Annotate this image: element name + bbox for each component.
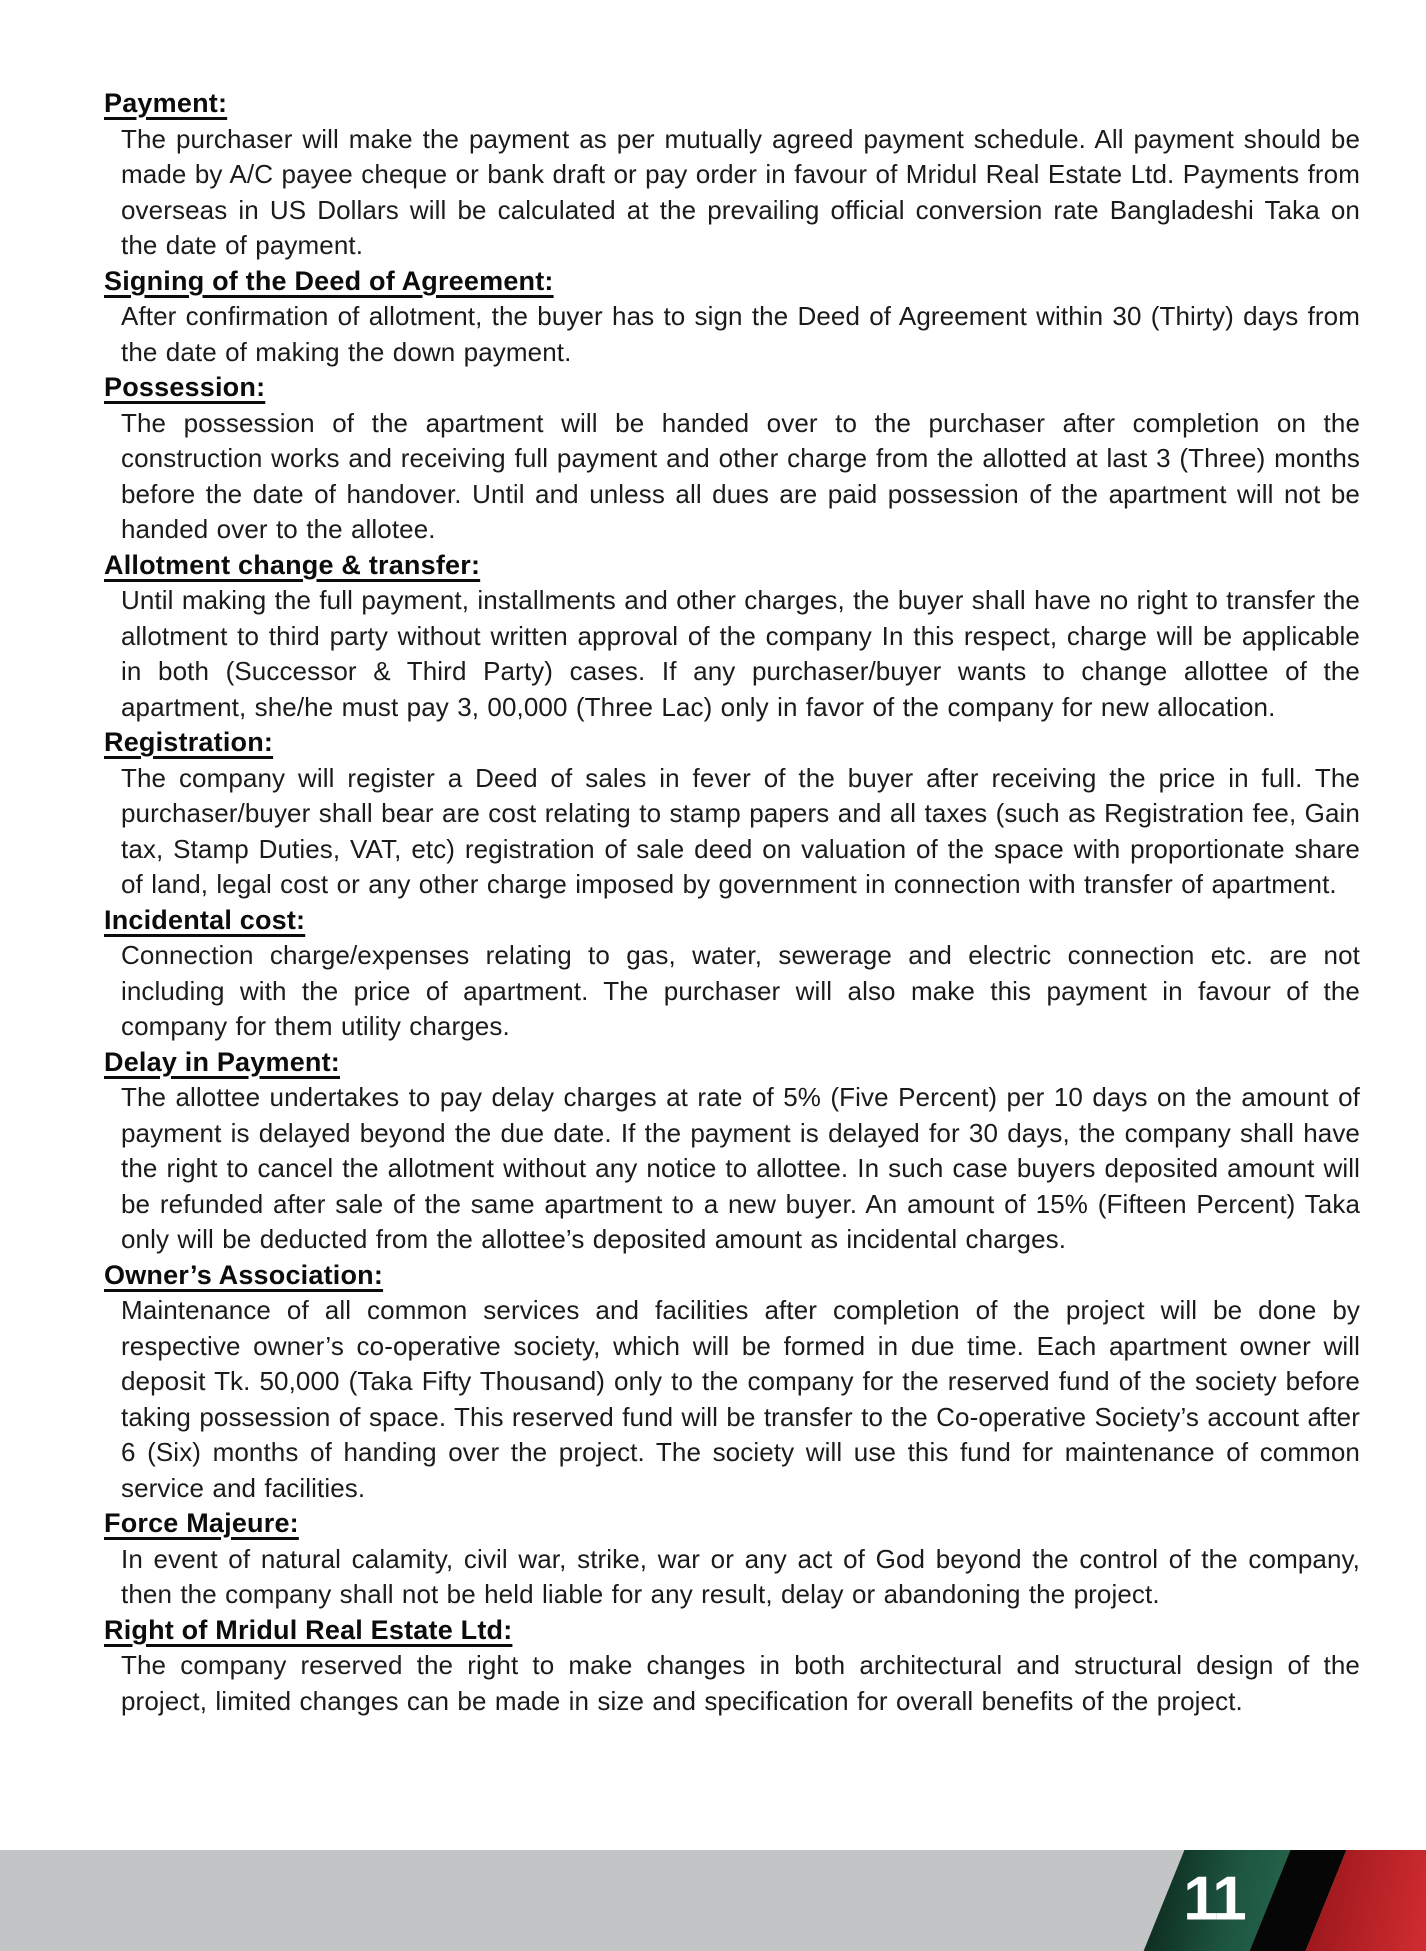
section-body-signing-deed: After confirmation of allotment, the buyer has to sign the Deed of Agreement within 30 (Thirty) days from the date of making the down payment. bbox=[121, 301, 1360, 367]
section-body-registration: The company will register a Deed of sales in fever of the buyer after receiving the price in full. The purchaser/buyer shall bear are cost relating to stamp papers and all taxes (such as Registration fee, Gain tax, Stamp Duties, VAT, etc) registration of sale deed on valuation of the space with proportionate share of land, legal cost or any other charge imposed by government in connection with transfer of apartment. bbox=[121, 762, 1360, 899]
section-heading-delay-in-payment: Delay in Payment: bbox=[104, 1046, 340, 1077]
section-heading-owners-association: Owner’s Association: bbox=[104, 1259, 384, 1290]
footer-band bbox=[0, 1850, 1426, 1951]
section-heading-incidental-cost: Incidental cost: bbox=[104, 904, 306, 935]
section-signing-deed bbox=[104, 264, 1360, 371]
section-payment bbox=[104, 86, 1360, 264]
section-body-possession: The possession of the apartment will be handed over to the purchaser after completion on the construction works and receiving full payment and other charge from the allotted at last 3 (Three) months before the date of handover. Until and unless all dues are paid possession of the apartment will not be handed over to the allotee. bbox=[121, 407, 1360, 544]
section-body-payment: The purchaser will make the payment as per mutually agreed payment schedule. All payment should be made by A/C payee cheque or bank draft or pay order in favour of Mridul Real Estate Ltd. Payments from overseas in US Dollars will be calculated at the prevailing official conversion rate Bangladeshi Taka on the date of payment. bbox=[121, 123, 1360, 260]
section-right-of-company bbox=[104, 1613, 1360, 1720]
section-allotment-change bbox=[104, 548, 1360, 726]
section-heading-right-of-company: Right of Mridul Real Estate Ltd: bbox=[104, 1614, 513, 1645]
section-heading-registration: Registration: bbox=[104, 727, 274, 757]
section-heading-force-majeure: Force Majeure: bbox=[104, 1508, 299, 1538]
section-force-majeure bbox=[104, 1506, 1360, 1613]
section-delay-in-payment bbox=[104, 1045, 1360, 1258]
section-body-right-of-company: The company reserved the right to make changes in both architectural and structural design of the project, limited changes can be made in size and specification for overall benefits of the project. bbox=[121, 1650, 1360, 1716]
section-owners-association bbox=[104, 1258, 1360, 1507]
section-body-incidental-cost: Connection charge/expenses relating to gas, water, sewerage and electric connection etc. are not including with the price of apartment. The purchaser will also make this payment in favour of the company for them utility charges. bbox=[121, 940, 1360, 1041]
section-registration bbox=[104, 725, 1360, 903]
terms-content bbox=[104, 86, 1360, 1719]
section-heading-signing-deed: Signing of the Deed of Agreement: bbox=[104, 265, 554, 296]
section-heading-possession: Possession: bbox=[104, 372, 266, 402]
page-number: 11 bbox=[1183, 1863, 1245, 1933]
section-heading-allotment-change: Allotment change & transfer: bbox=[104, 549, 481, 580]
section-body-force-majeure: In event of natural calamity, civil war, strike, war or any act of God beyond the control of the company, then the company shall not be held liable for any result, delay or abandoning the project. bbox=[121, 1543, 1360, 1609]
section-body-allotment-change: Until making the full payment, installments and other charges, the buyer shall have no right to transfer the allotment to third party without written approval of the company In this respect, charge will be applicable in both (Successor & Third Party) cases. If any purchaser/buyer wants to change allottee of the apartment, she/he must pay 3, 00,000 (Three Lac) only in favor of the company for new allocation. bbox=[121, 585, 1360, 722]
section-heading-payment: Payment: bbox=[104, 88, 228, 118]
section-possession bbox=[104, 370, 1360, 548]
section-incidental-cost bbox=[104, 903, 1360, 1045]
section-body-delay-in-payment: The allottee undertakes to pay delay charges at rate of 5% (Five Percent) per 10 days on the amount of payment is delayed beyond the due date. If the payment is delayed for 30 days, the company shall have the right to cancel the allotment without any notice to allottee. In such case buyers deposited amount will be refunded after sale of the same apartment to a new buyer. An amount of 15% (Fifteen Percent) Taka only will be deducted from the allottee’s deposited amount as incidental charges. bbox=[121, 1082, 1360, 1254]
section-body-owners-association: Maintenance of all common services and facilities after completion of the project will be done by respective owner’s co-operative society, which will be formed in due time. Each apartment owner will deposit Tk. 50,000 (Taka Fifty Thousand) only to the company for the reserved fund of the society before taking possession of space. This reserved fund will be transfer to the Co-operative Society’s account after 6 (Six) months of handing over the project. The society will use this fund for maintenance of common service and facilities. bbox=[121, 1295, 1360, 1503]
